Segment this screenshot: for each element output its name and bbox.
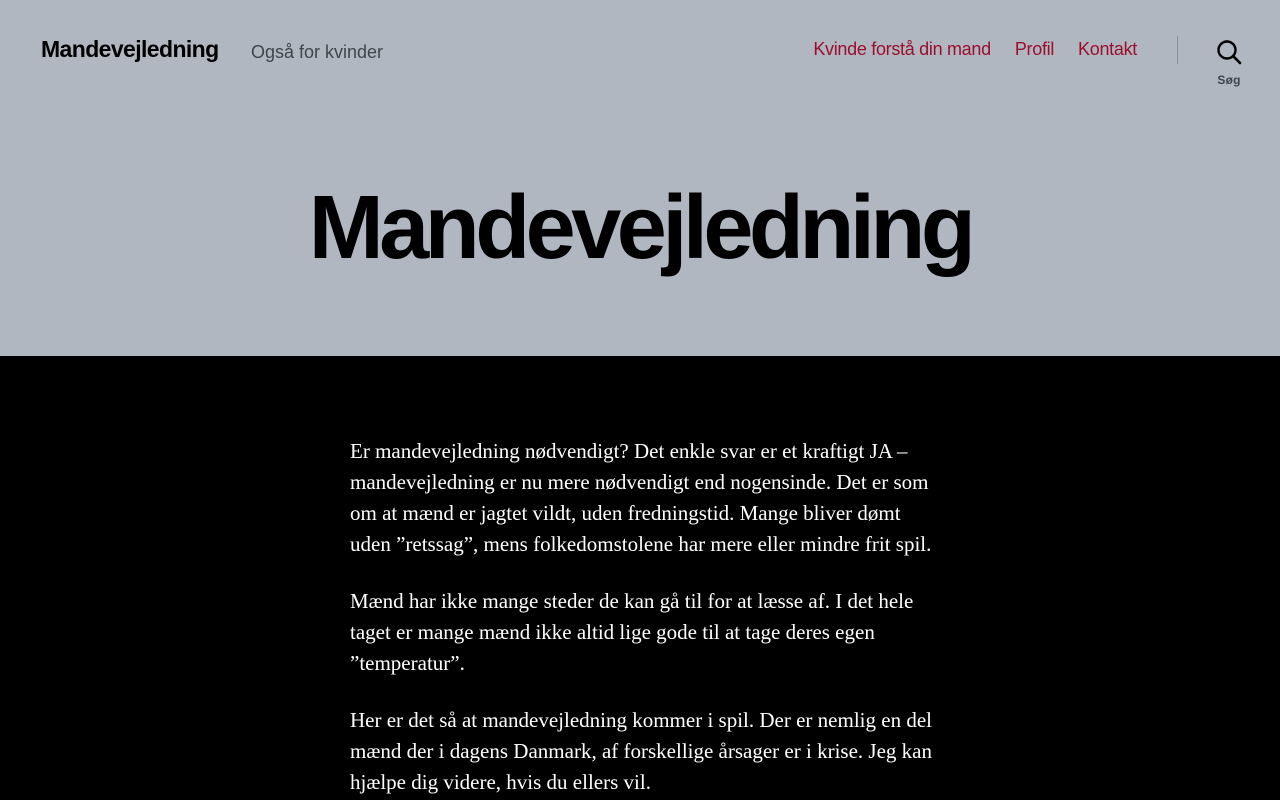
article-content <box>350 436 935 800</box>
content-paragraph-1: Er mandevejledning nødvendigt? Det enkle svar er et kraftigt JA – mandevejledning er nu mere nødvendigt end nogensinde. Det er som om at mænd er jagtet vildt, uden fredningstid. Mange bliver dømt uden ”retssag”, mens folkedomstolene har mere eller mindre frit spil. <box>350 439 932 556</box>
search-toggle-button[interactable] <box>1198 34 1260 88</box>
nav-item-profil[interactable]: Profil <box>1014 39 1055 59</box>
nav-item-kvinde-forsta-din-mand[interactable]: Kvinde forstå din mand <box>813 39 991 59</box>
primary-nav <box>813 37 1137 61</box>
hero-section <box>0 100 1280 356</box>
site-tagline: Også for kvinder <box>251 42 384 62</box>
header-divider <box>1177 36 1178 64</box>
site-title-link[interactable]: Mandevejledning <box>41 36 219 62</box>
site-header <box>0 0 1280 100</box>
nav-item-kontakt[interactable]: Kontakt <box>1078 39 1137 59</box>
page-title: Mandevejledning <box>308 178 972 278</box>
search-label: Søg <box>1217 73 1241 87</box>
content-paragraph-3: Her er det så at mandevejledning kommer i spil. Der er nemlig en del mænd der i dagens Danmark, af forskellige årsager er i krise. Jeg kan hjælpe dig videre, hvis du ellers vil. <box>350 708 932 794</box>
content-paragraph-2: Mænd har ikke mange steder de kan gå til for at læsse af. I det hele taget er mange mænd ikke altid lige gode til at tage deres egen ”temperatur”. <box>350 589 914 675</box>
search-icon <box>1216 39 1242 65</box>
